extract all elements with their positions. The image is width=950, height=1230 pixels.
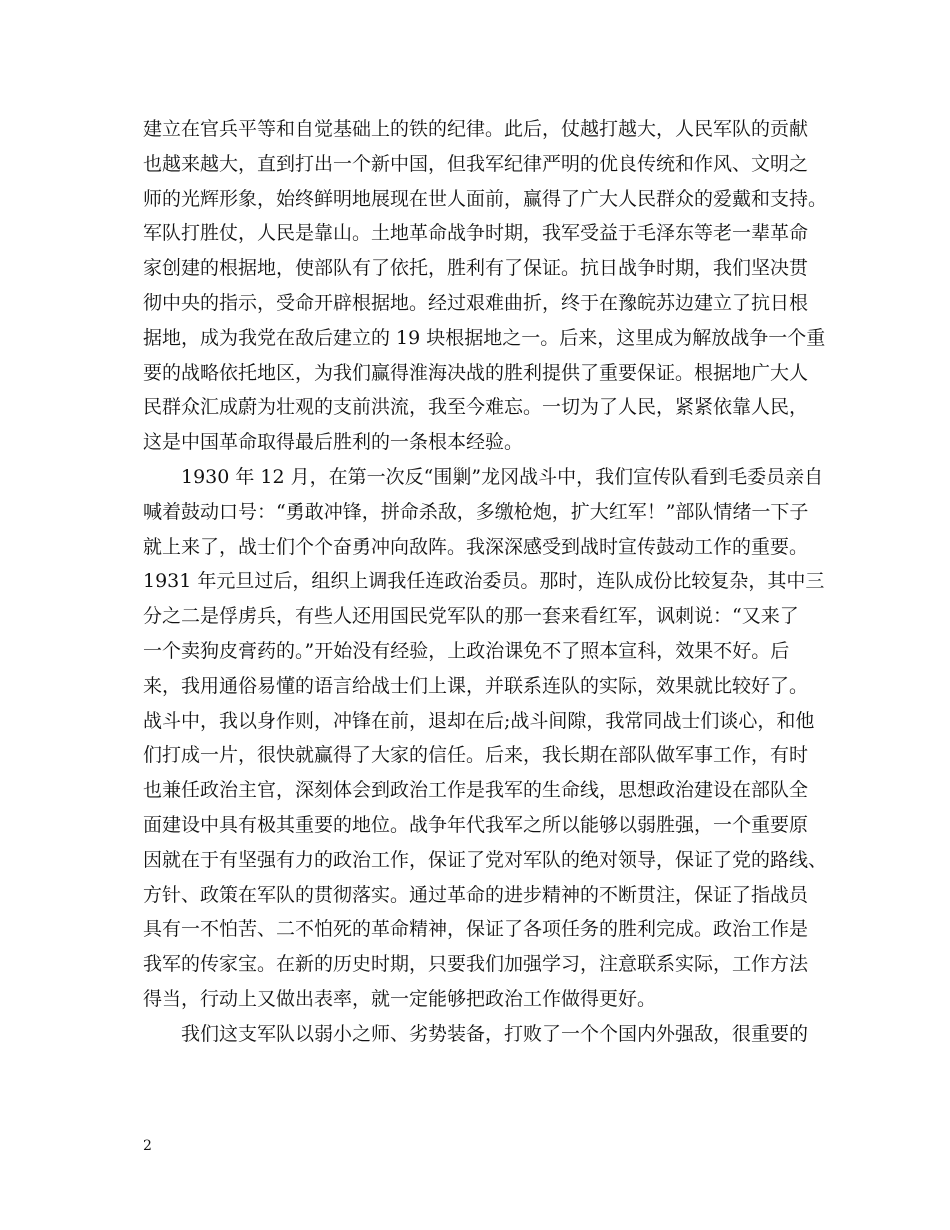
text-line: 因就在于有坚强有力的政治工作，保证了党对军队的绝对领导，保证了党的路线、 [143,848,828,871]
text-line: 家创建的根据地，使部队有了依托，胜利有了保证。抗日战争时期，我们坚决贯 [143,257,809,280]
text-line: 建立在官兵平等和自觉基础上的铁的纪律。此后，仗越打越大，人民军队的贡献 [143,118,809,140]
text-line: 据地，成为我党在敌后建立的 19 块根据地之一。后来，这里成为解放战争一个重 [143,326,826,349]
text-line: 民群众汇成蔚为壮观的支前洪流，我至今难忘。一切为了人民，紧紧依靠人民， [143,396,809,419]
text-line: 战斗中，我以身作则，冲锋在前，退却在后;战斗间隙，我常同战士们谈心，和他 [143,709,815,732]
text-line: 也越来越大，直到打出一个新中国，但我军纪律严明的优良传统和作风、文明之 [143,152,809,175]
text-line: 分之二是俘虏兵，有些人还用国民党军队的那一套来看红军，讽刺说：“又来了 [143,605,799,628]
text-line: 军队打胜仗，人民是靠山。土地革命战争时期，我军受益于毛泽东等老一辈革命 [143,222,809,245]
text-line: 1930 年 12 月，在第一次反“围剿”龙冈战斗中，我们宣传队看到毛委员亲自 [181,465,824,488]
document-body [143,112,828,1052]
text-line: 我们这支军队以弱小之师、劣势装备，打败了一个个国内外强敌，很重要的 [181,1022,809,1045]
paragraph-2 [143,460,828,1017]
text-line: 们打成一片，很快就赢得了大家的信任。后来，我长期在部队做军事工作，有时 [143,744,809,767]
text-line: 来，我用通俗易懂的语言给战士们上课，并联系连队的实际，效果就比较好了。 [143,674,809,697]
text-line: 具有一不怕苦、二不怕死的革命精神，保证了各项任务的胜利完成。政治工作是 [143,918,809,941]
text-line: 我军的传家宝。在新的历史时期，只要我们加强学习，注意联系实际，工作方法 [143,953,809,976]
paragraph-1 [143,112,828,460]
text-line: 这是中国革命取得最后胜利的一条根本经验。 [143,431,524,454]
page-number: 2 [143,1138,152,1154]
text-line: 面建设中具有极其重要的地位。战争年代我军之所以能够以弱胜强，一个重要原 [143,813,809,836]
text-line: 师的光辉形象，始终鲜明地展现在世人面前，赢得了广大人民群众的爱戴和支持。 [143,187,828,210]
text-line: 1931 年元旦过后，组织上调我任连政治委员。那时，连队成份比较复杂，其中三 [143,570,825,593]
text-line: 一个卖狗皮膏药的。”开始没有经验，上政治课免不了照本宣科，效果不好。后 [143,639,790,662]
text-line: 方针、政策在军队的贯彻落实。通过革命的进步精神的不断贯注，保证了指战员 [143,883,809,906]
text-line: 要的战略依托地区，为我们赢得淮海决战的胜利提供了重要保证。根据地广大人 [143,361,809,384]
text-line: 也兼任政治主官，深刻体会到政治工作是我军的生命线，思想政治建设在部队全 [143,779,809,802]
text-line: 得当，行动上又做出表率，就一定能够把政治工作做得更好。 [143,987,657,1010]
text-line: 喊着鼓动口号：“勇敢冲锋，拼命杀敌，多缴枪炮，扩大红军！”部队情绪一下子 [143,500,809,523]
paragraph-3 [143,1017,823,1052]
text-line: 就上来了，战士们个个奋勇冲向敌阵。我深深感受到战时宣传鼓动工作的重要。 [143,535,809,558]
text-line: 彻中央的指示，受命开辟根据地。经过艰难曲折，终于在豫皖苏边建立了抗日根 [143,291,809,314]
